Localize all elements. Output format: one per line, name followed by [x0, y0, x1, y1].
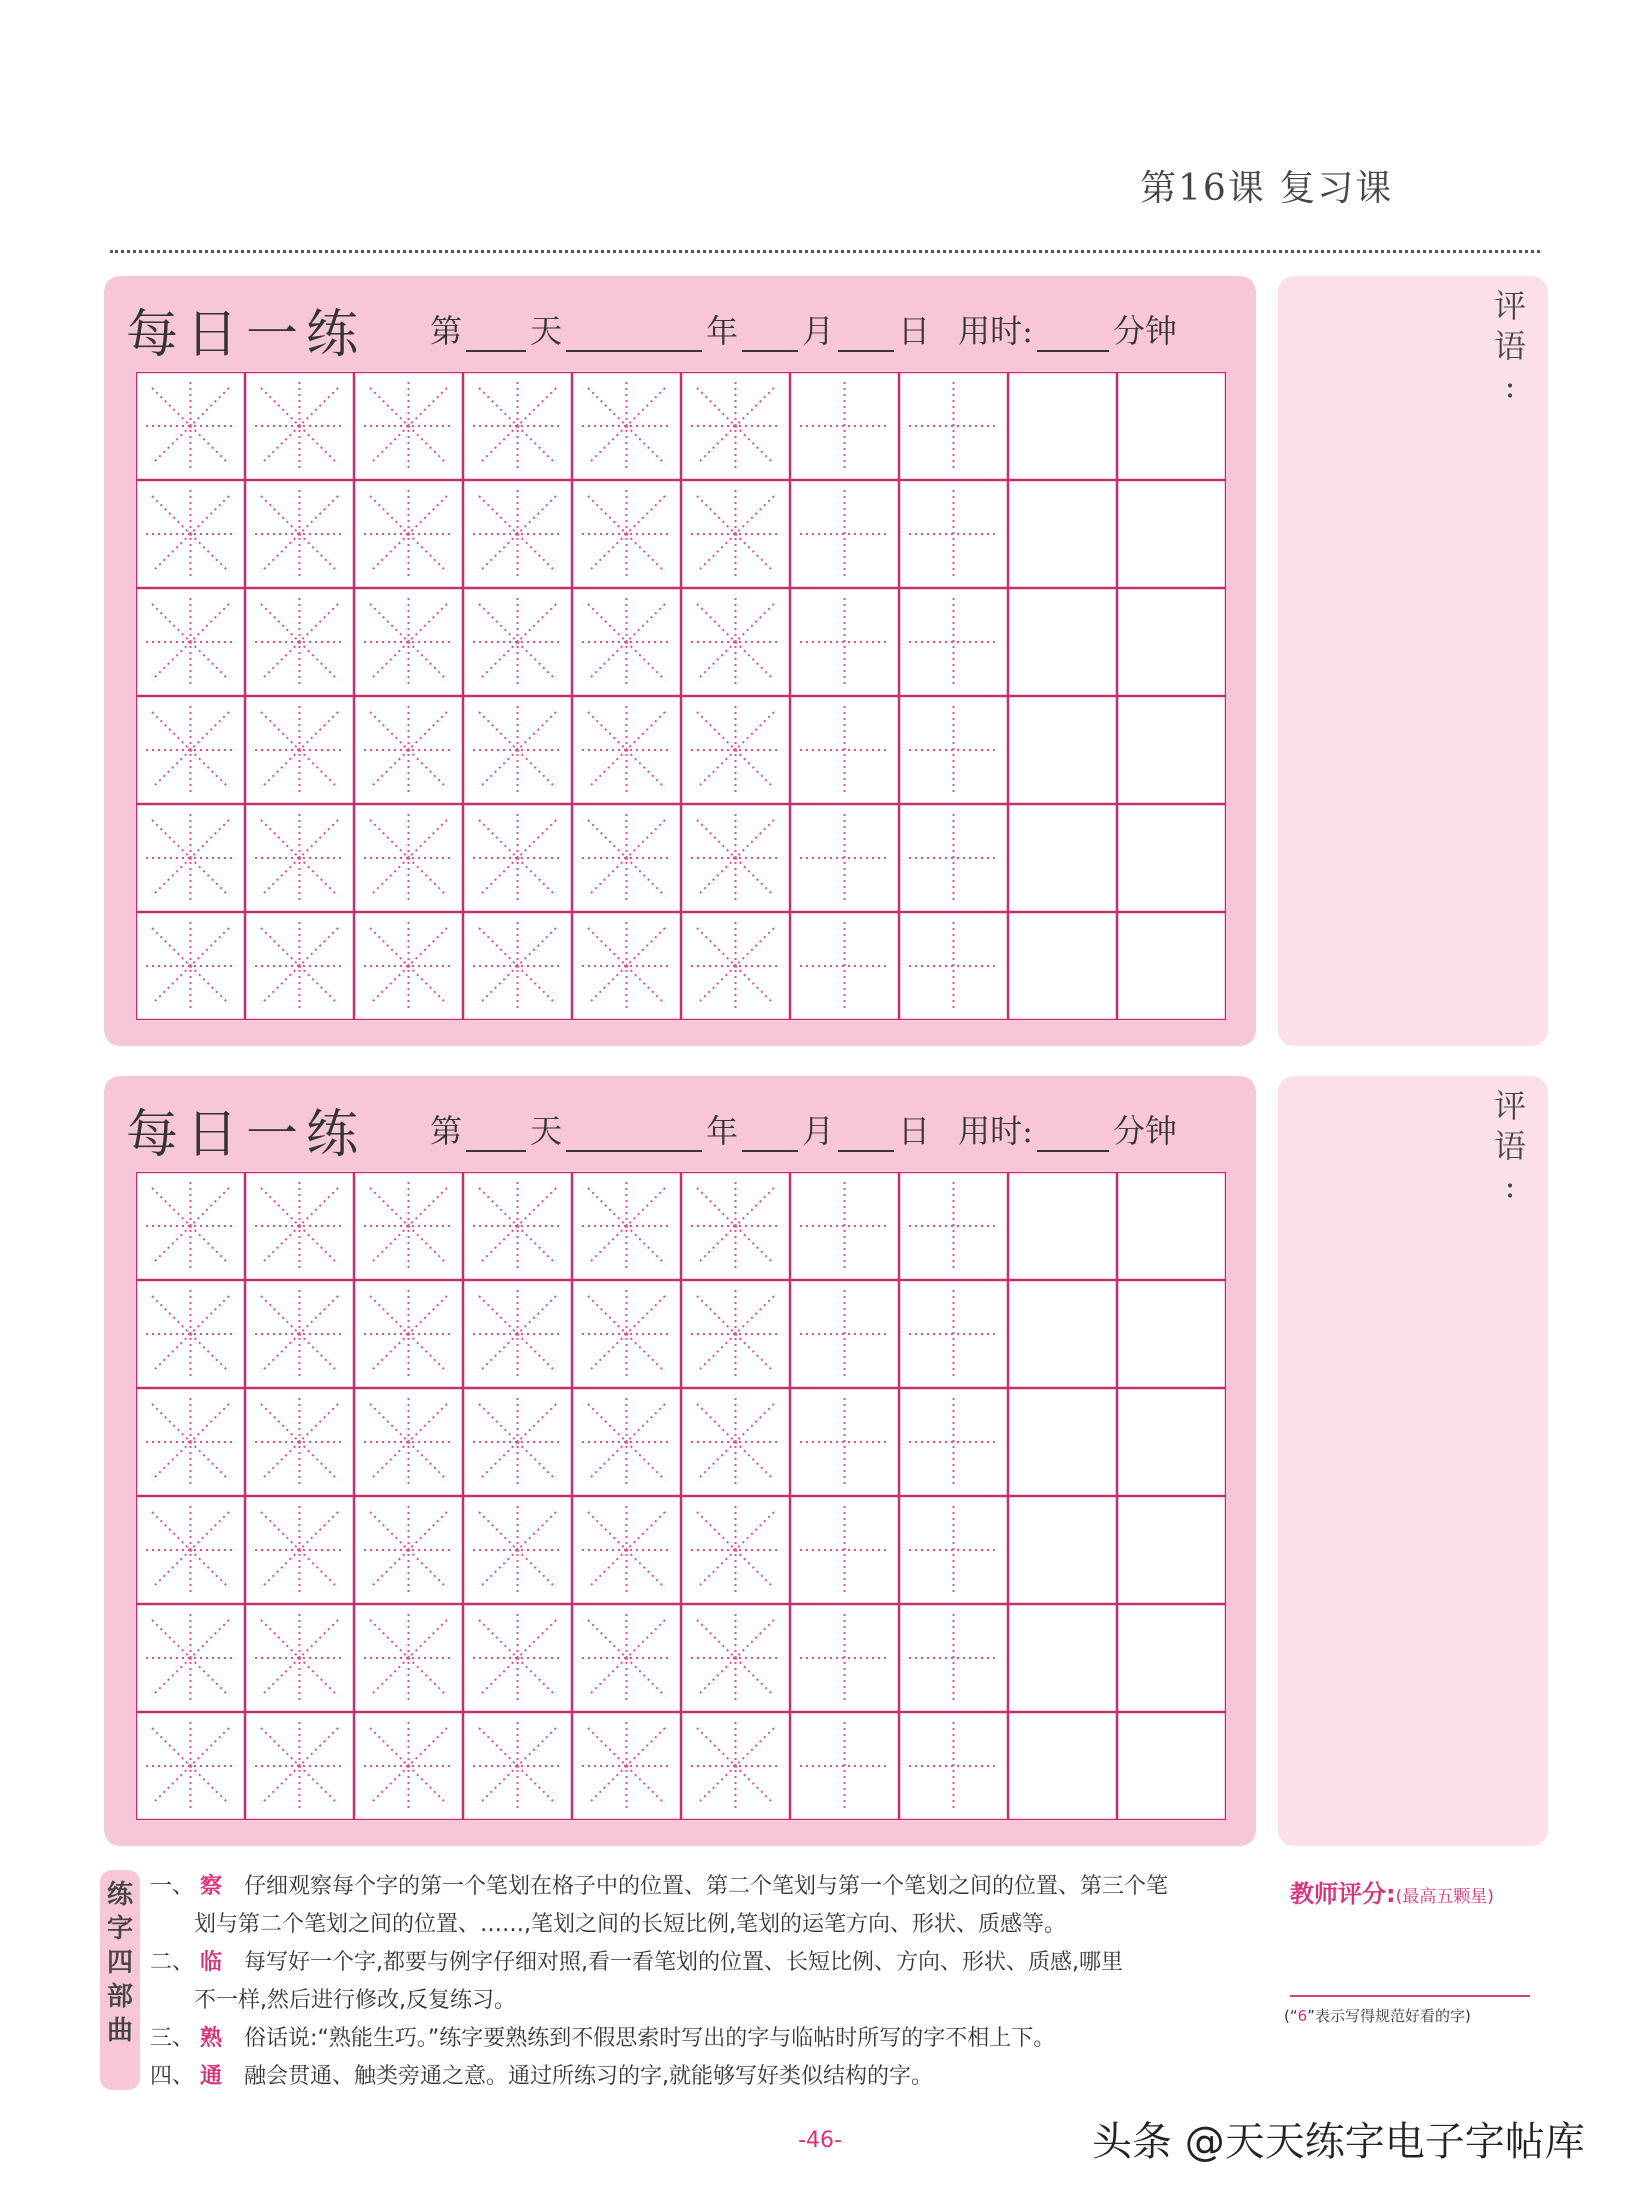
grid-cell-mi[interactable] [355, 1281, 462, 1387]
step-text: 融会贯通、触类旁通之意。通过所练习的字,就能够写好类似结构的字。 [244, 2064, 934, 2089]
grid-cell-blank[interactable] [1009, 805, 1116, 911]
step-text: 仔细观察每个字的第一个笔划在格子中的位置、第二个笔划与第一个笔划之间的位置、第三个笔 [244, 1874, 1169, 1899]
grid-cell-tian[interactable] [791, 481, 898, 587]
grid-cell-mi[interactable] [682, 1281, 789, 1387]
date-blank[interactable] [838, 320, 894, 352]
score-line[interactable] [1290, 1995, 1530, 1997]
step-copy [150, 1944, 1260, 2020]
watermark-text: 头条 @天天练字电子字帖库 [1092, 2119, 1585, 2165]
grid-cell-mi[interactable] [137, 1173, 244, 1279]
grid-cell-tian[interactable] [900, 1605, 1007, 1711]
score-note [1284, 2005, 1584, 2026]
grid-cell-mi[interactable] [682, 1389, 789, 1495]
grid-cell-tian[interactable] [791, 589, 898, 695]
comment-label [1490, 1086, 1530, 1206]
comment-box-1[interactable] [1278, 276, 1548, 1046]
grid-cell-blank[interactable] [1009, 1173, 1116, 1279]
grid-cell-mi[interactable] [682, 1173, 789, 1279]
step-number: 三、 [150, 2026, 195, 2051]
grid-cell-mi[interactable] [573, 1605, 680, 1711]
grid-cell-tian[interactable] [791, 913, 898, 1019]
step-practice [150, 2020, 1260, 2058]
day-number-blank[interactable] [466, 1120, 526, 1152]
grid-cell-mi[interactable] [355, 373, 462, 479]
practice-header [126, 1094, 1234, 1164]
grid-cell-mi[interactable] [137, 373, 244, 479]
grid-cell-mi[interactable] [682, 1605, 789, 1711]
step-text-continued: 不一样,然后进行修改,反复练习。 [194, 1988, 516, 2013]
step-keyword: 熟 [200, 2026, 223, 2051]
step-number: 二、 [150, 1950, 195, 1975]
step-number: 四、 [150, 2064, 195, 2089]
grid-cell-mi[interactable] [137, 1713, 244, 1819]
grid-cell-mi[interactable] [464, 1497, 571, 1603]
label-yue: 月 [802, 1112, 835, 1150]
score-note-rest: ”表示写得规范好看的字) [1307, 2007, 1471, 2025]
grid-cell-mi[interactable] [246, 1605, 353, 1711]
step-keyword: 临 [200, 1950, 223, 1975]
grid-cell-tian[interactable] [900, 481, 1007, 587]
label-tian: 天 [530, 1112, 563, 1150]
grid-cell-tian[interactable] [900, 1497, 1007, 1603]
grid-cell-mi[interactable] [573, 481, 680, 587]
grid-cell-mi[interactable] [355, 589, 462, 695]
minutes-blank[interactable] [1037, 1120, 1109, 1152]
grid-cell-blank[interactable] [1009, 373, 1116, 479]
grid-cell-tian[interactable] [791, 1605, 898, 1711]
grid-cell-tian[interactable] [791, 373, 898, 479]
grid-cell-blank[interactable] [1118, 589, 1225, 695]
grid-cell-mi[interactable] [682, 913, 789, 1019]
score-note-number: 6 [1297, 2007, 1308, 2025]
grid-cell-mi[interactable] [682, 373, 789, 479]
grid-cell-blank[interactable] [1118, 913, 1225, 1019]
grid-cell-mi[interactable] [137, 1281, 244, 1387]
comment-label-char: : [1504, 367, 1516, 405]
label-di: 第 [430, 1112, 463, 1150]
teacher-score-subtitle: (最高五颗星) [1395, 1887, 1494, 1907]
grid-cell-mi[interactable] [573, 1713, 680, 1819]
practice-grid[interactable] [136, 1172, 1226, 1820]
grid-cell-mi[interactable] [137, 1389, 244, 1495]
grid-cell-mi[interactable] [573, 1497, 680, 1603]
grid-cell-tian[interactable] [900, 1281, 1007, 1387]
grid-cell-mi[interactable] [682, 697, 789, 803]
practice-header [126, 294, 1234, 364]
grid-cell-tian[interactable] [791, 1173, 898, 1279]
grid-cell-blank[interactable] [1118, 805, 1225, 911]
comment-label [1490, 286, 1530, 406]
score-note-prefix: (“ [1284, 2007, 1298, 2025]
date-fields [426, 306, 1181, 352]
grid-cell-tian[interactable] [900, 805, 1007, 911]
step-observe [150, 1868, 1260, 1944]
grid-cell-mi[interactable] [246, 1173, 353, 1279]
grid-cell-mi[interactable] [246, 1497, 353, 1603]
grid-cell-mi[interactable] [246, 589, 353, 695]
grid-cell-mi[interactable] [246, 1281, 353, 1387]
grid-cell-mi[interactable] [246, 697, 353, 803]
comment-label-char: 语 [1493, 1127, 1526, 1165]
grid-cell-blank[interactable] [1118, 1605, 1225, 1711]
month-blank[interactable] [742, 1120, 798, 1152]
label-tian: 天 [530, 312, 563, 350]
teacher-score-title: 教师评分: [1290, 1880, 1396, 1908]
step-keyword: 察 [200, 1874, 223, 1899]
grid-cell-mi[interactable] [682, 805, 789, 911]
comment-box-2[interactable] [1278, 1076, 1548, 1846]
grid-cell-mi[interactable] [464, 1713, 571, 1819]
daily-practice-title: 每日一练 [126, 304, 367, 365]
tab-char: 四 [106, 1948, 133, 1978]
grid-cell-mi[interactable] [246, 1713, 353, 1819]
tab-char: 练 [106, 1880, 133, 1910]
grid-cell-mi[interactable] [355, 697, 462, 803]
grid-cell-mi[interactable] [355, 1389, 462, 1495]
grid-cell-tian[interactable] [791, 1389, 898, 1495]
grid-cell-mi[interactable] [246, 481, 353, 587]
label-yue: 月 [802, 312, 835, 350]
grid-cell-mi[interactable] [246, 1389, 353, 1495]
grid-cell-tian[interactable] [791, 805, 898, 911]
grid-cell-blank[interactable] [1009, 1497, 1116, 1603]
teacher-score [1290, 1874, 1590, 1909]
step-text-continued: 划与第二个笔划之间的位置、……,笔划之间的长短比例,笔划的运笔方向、形状、质感等。 [194, 1912, 1066, 1937]
grid-cell-mi[interactable] [137, 1605, 244, 1711]
grid-cell-tian[interactable] [900, 1713, 1007, 1819]
grid-cell-blank[interactable] [1009, 1605, 1116, 1711]
grid-cell-blank[interactable] [1118, 373, 1225, 479]
grid-cell-mi[interactable] [464, 589, 571, 695]
practice-grid[interactable] [136, 372, 1226, 1020]
grid-cell-mi[interactable] [682, 1713, 789, 1819]
grid-cell-blank[interactable] [1118, 1173, 1225, 1279]
step-number: 一、 [150, 1874, 195, 1899]
grid-cell-blank[interactable] [1118, 481, 1225, 587]
grid-cell-mi[interactable] [464, 1605, 571, 1711]
grid-cell-mi[interactable] [355, 805, 462, 911]
grid-cell-mi[interactable] [355, 913, 462, 1019]
grid-cell-mi[interactable] [573, 913, 680, 1019]
label-di: 第 [430, 312, 463, 350]
grid-cell-blank[interactable] [1009, 913, 1116, 1019]
grid-cell-tian[interactable] [791, 1497, 898, 1603]
grid-cell-blank[interactable] [1009, 1281, 1116, 1387]
grid-cell-mi[interactable] [137, 1497, 244, 1603]
step-keyword: 通 [200, 2064, 223, 2089]
grid-cell-mi[interactable] [682, 1497, 789, 1603]
grid-cell-mi[interactable] [464, 1173, 571, 1279]
label-nian: 年 [706, 312, 739, 350]
daily-practice-title: 每日一练 [126, 1104, 367, 1165]
grid-cell-blank[interactable] [1009, 481, 1116, 587]
grid-cell-mi[interactable] [573, 697, 680, 803]
label-ri: 日 [898, 1112, 931, 1150]
grid-cell-mi[interactable] [573, 1173, 680, 1279]
grid-cell-blank[interactable] [1009, 1713, 1116, 1819]
comment-label-char: 语 [1493, 327, 1526, 365]
label-ri: 日 [898, 312, 931, 350]
grid-cell-mi[interactable] [464, 1389, 571, 1495]
grid-cell-mi[interactable] [682, 589, 789, 695]
step-text: 俗话说:“熟能生巧。”练字要熟练到不假思索时写出的字与临帖时所写的字不相上下。 [244, 2026, 1056, 2051]
grid-cell-mi[interactable] [355, 1713, 462, 1819]
grid-cell-mi[interactable] [137, 697, 244, 803]
grid-cell-mi[interactable] [137, 481, 244, 587]
date-blank[interactable] [838, 1120, 894, 1152]
date-fields [426, 1106, 1181, 1152]
tab-char: 曲 [106, 2016, 133, 2046]
month-blank[interactable] [742, 320, 798, 352]
tab-char: 部 [106, 1982, 133, 2012]
practice-panel-2 [104, 1076, 1256, 1846]
grid-cell-blank[interactable] [1118, 1497, 1225, 1603]
grid-cell-mi[interactable] [137, 589, 244, 695]
lesson-title: 第16课 复习课 [1140, 168, 1394, 209]
grid-cell-tian[interactable] [900, 373, 1007, 479]
day-number-blank[interactable] [466, 320, 526, 352]
year-blank[interactable] [566, 1120, 702, 1152]
label-yongshi: 用时: [958, 312, 1033, 350]
comment-label-char: : [1504, 1167, 1516, 1205]
label-fenzhong: 分钟 [1112, 312, 1177, 350]
four-steps-list [150, 1868, 1260, 2096]
grid-cell-mi[interactable] [355, 1497, 462, 1603]
practice-panel-1 [104, 276, 1256, 1046]
grid-cell-blank[interactable] [1118, 1713, 1225, 1819]
grid-cell-blank[interactable] [1118, 1281, 1225, 1387]
grid-cell-mi[interactable] [464, 913, 571, 1019]
tab-char: 字 [106, 1914, 133, 1944]
grid-cell-mi[interactable] [137, 805, 244, 911]
grid-cell-blank[interactable] [1009, 589, 1116, 695]
grid-cell-mi[interactable] [355, 1173, 462, 1279]
grid-cell-mi[interactable] [464, 481, 571, 587]
grid-cell-tian[interactable] [900, 1173, 1007, 1279]
grid-cell-mi[interactable] [246, 805, 353, 911]
grid-cell-blank[interactable] [1118, 697, 1225, 803]
grid-cell-mi[interactable] [355, 481, 462, 587]
label-fenzhong: 分钟 [1112, 1112, 1177, 1150]
grid-cell-mi[interactable] [246, 913, 353, 1019]
grid-cell-mi[interactable] [464, 805, 571, 911]
year-blank[interactable] [566, 320, 702, 352]
grid-cell-mi[interactable] [573, 1389, 680, 1495]
grid-cell-mi[interactable] [246, 373, 353, 479]
comment-label-char: 评 [1493, 1087, 1526, 1125]
grid-cell-mi[interactable] [573, 589, 680, 695]
grid-cell-mi[interactable] [137, 913, 244, 1019]
label-yongshi: 用时: [958, 1112, 1033, 1150]
step-master [150, 2058, 1260, 2096]
grid-cell-mi[interactable] [464, 1281, 571, 1387]
grid-cell-mi[interactable] [464, 373, 571, 479]
four-steps-tab [100, 1870, 140, 2090]
grid-cell-tian[interactable] [900, 589, 1007, 695]
step-text: 每写好一个字,都要与例字仔细对照,看一看笔划的位置、长短比例、方向、形状、质感,哪里 [244, 1950, 1124, 1975]
grid-cell-blank[interactable] [1009, 697, 1116, 803]
grid-cell-blank[interactable] [1009, 1389, 1116, 1495]
grid-cell-mi[interactable] [464, 697, 571, 803]
label-nian: 年 [706, 1112, 739, 1150]
grid-cell-mi[interactable] [573, 373, 680, 479]
comment-label-char: 评 [1493, 287, 1526, 325]
grid-cell-mi[interactable] [355, 1605, 462, 1711]
grid-cell-blank[interactable] [1118, 1389, 1225, 1495]
grid-cell-mi[interactable] [682, 481, 789, 587]
grid-cell-tian[interactable] [900, 1389, 1007, 1495]
grid-cell-tian[interactable] [791, 697, 898, 803]
grid-cell-tian[interactable] [791, 1281, 898, 1387]
page-number: -46- [798, 2128, 842, 2153]
grid-cell-mi[interactable] [573, 805, 680, 911]
grid-cell-mi[interactable] [573, 1281, 680, 1387]
grid-cell-tian[interactable] [900, 913, 1007, 1019]
minutes-blank[interactable] [1037, 320, 1109, 352]
header-dotted-rule [110, 250, 1540, 253]
grid-cell-tian[interactable] [900, 697, 1007, 803]
grid-cell-tian[interactable] [791, 1713, 898, 1819]
